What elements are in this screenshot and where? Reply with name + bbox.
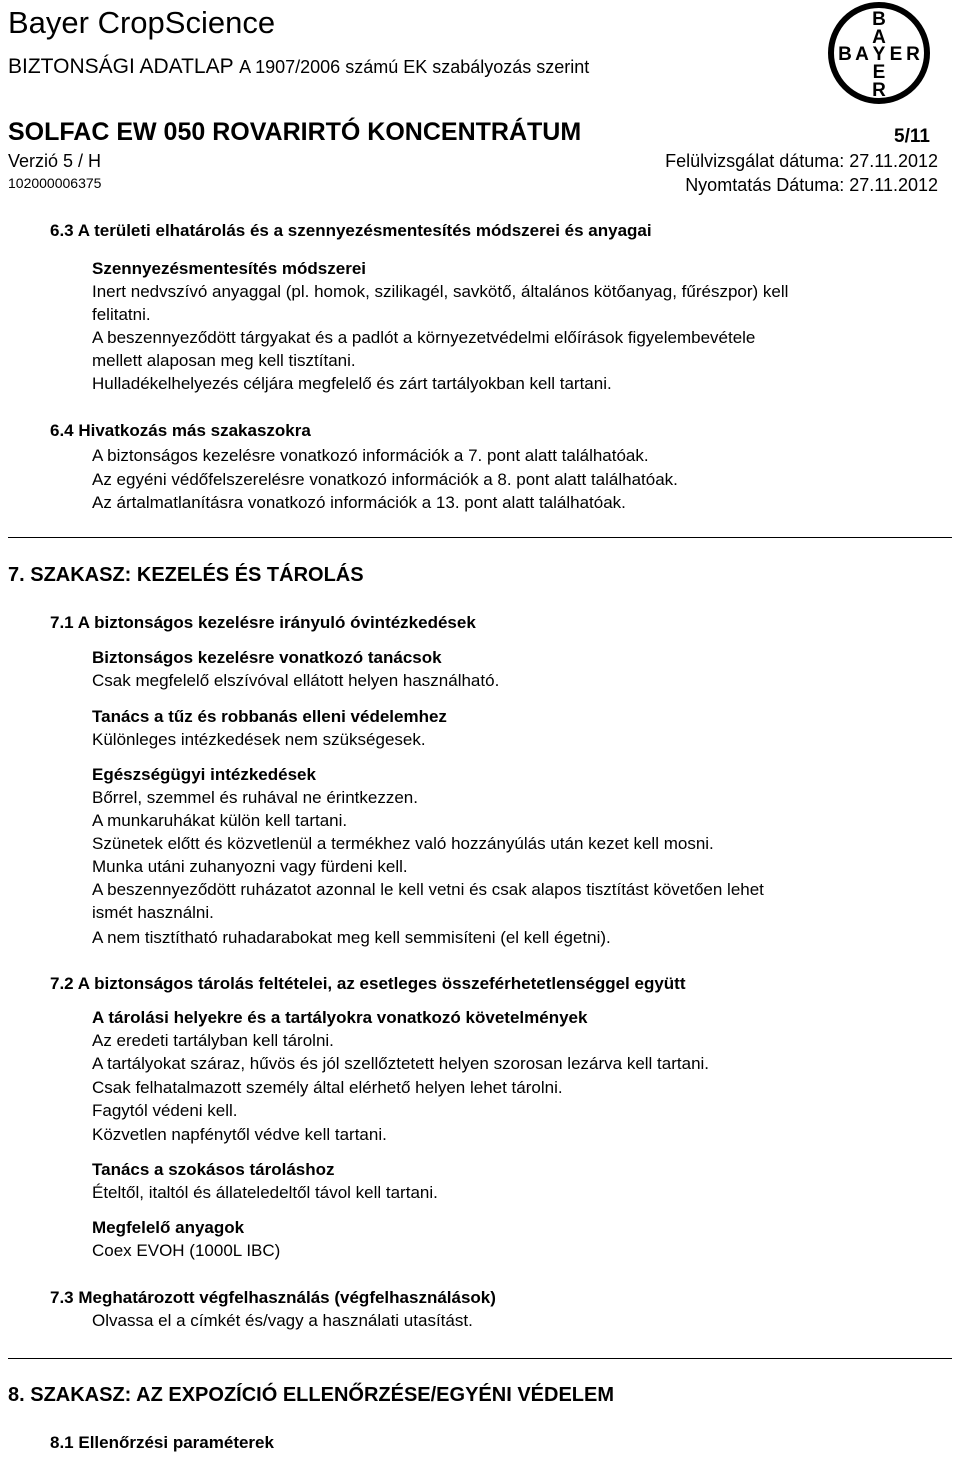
section-6-3-line: Hulladékelhelyezés céljára megfelelő és zárt tartályokban kell tartani. [92, 374, 612, 393]
section-6-4-line: A biztonságos kezelésre vonatkozó információk a 7. pont alatt találhatóak. [92, 446, 649, 465]
section-7-heading: 7. SZAKASZ: KEZELÉS ÉS TÁROLÁS [8, 564, 364, 586]
hygiene-line: A beszennyeződött ruházatot azonnal le kell vetni és csak alapos tisztítást követően lehet [92, 880, 764, 899]
svg-text:A: A [872, 27, 886, 48]
fire-protection-line: Különleges intézkedések nem szükségesek. [92, 730, 426, 749]
section-7-3-line: Olvassa el a címkét és/vagy a használati utasítást. [92, 1311, 473, 1330]
svg-text:R: R [906, 44, 920, 65]
safe-handling-line: Csak megfelelő elszívóval ellátott helyen használható. [92, 671, 500, 690]
section-6-3-line: Inert nedvszívó anyaggal (pl. homok, szilikagél, savkötő, általános kötőanyag, fűrészpor) kell [92, 282, 789, 301]
section-7-2-heading: 7.2 A biztonságos tárolás feltételei, az esetleges összeférhetetlenséggel együtt [50, 974, 686, 993]
svg-text:R: R [872, 80, 886, 101]
hygiene-measures-title: Egészségügyi intézkedések [92, 765, 316, 784]
section-6-3-line: mellett alaposan meg kell tisztítani. [92, 351, 356, 370]
material-number: 102000006375 [8, 175, 102, 191]
svg-text:E: E [872, 62, 886, 83]
bayer-logo [826, 0, 932, 106]
section-6-3-line: felitatni. [92, 305, 151, 324]
section-divider [8, 1358, 952, 1359]
revision-date: Felülvizsgálat dátuma: 27.11.2012 [665, 151, 938, 171]
suitable-materials-title: Megfelelő anyagok [92, 1218, 245, 1237]
storage-requirement-line: Csak felhatalmazott személy által elérhető helyen lehet tárolni. [92, 1078, 563, 1097]
section-7-1-heading: 7.1 A biztonságos kezelésre irányuló óvintézkedések [50, 613, 476, 632]
common-storage-line: Ételtől, italtól és állateledeltől távol kell tartani. [92, 1183, 438, 1202]
section-6-4-line: Az ártalmatlanításra vonatkozó információk a 13. pont alatt találhatóak. [92, 493, 626, 512]
section-divider [8, 537, 952, 538]
version-label: Verzió 5 / H [8, 151, 102, 171]
svg-text:B: B [872, 9, 886, 30]
section-6-4-line: Az egyéni védőfelszerelésre vonatkozó információk a 8. pont alatt találhatóak. [92, 470, 678, 489]
hygiene-line: Szünetek előtt és közvetlenül a termékhez való hozzányúlás után kezet kell mosni. [92, 834, 714, 853]
hygiene-line: Bőrrel, szemmel és ruhával ne érintkezzen. [92, 788, 418, 807]
print-date: Nyomtatás Dátuma: 27.11.2012 [685, 175, 938, 195]
storage-requirement-line: Közvetlen napfénytől védve kell tartani. [92, 1125, 387, 1144]
hygiene-line: A munkaruhákat külön kell tartani. [92, 811, 348, 830]
section-6-3-line: A beszennyeződött tárgyakat és a padlót a környezetvédelmi előírások figyelembevétele [92, 328, 756, 347]
page-number: 5/11 [894, 126, 930, 147]
storage-requirement-line: Fagytól védeni kell. [92, 1101, 238, 1120]
svg-text:Y: Y [872, 44, 886, 65]
hygiene-line: A nem tisztítható ruhadarabokat meg kell semmisíteni (el kell égetni). [92, 928, 611, 947]
fire-protection-title: Tanács a tűz és robbanás elleni védelemhez [92, 707, 447, 726]
svg-text:E: E [889, 44, 903, 65]
document-title [8, 54, 589, 80]
product-name: SOLFAC EW 050 ROVARIRTÓ KONCENTRÁTUM [8, 118, 582, 146]
sds-title: BIZTONSÁGI ADATLAP [8, 55, 234, 78]
section-8-1-heading: 8.1 Ellenőrzési paraméterek [50, 1433, 274, 1452]
section-8-heading: 8. SZAKASZ: AZ EXPOZÍCIÓ ELLENŐRZÉSE/EGYÉNI VÉDELEM [8, 1384, 614, 1406]
svg-text:A: A [855, 44, 869, 65]
storage-requirement-line: Az eredeti tartályban kell tárolni. [92, 1031, 334, 1050]
svg-text:B: B [838, 44, 852, 65]
regulation-reference: A 1907/2006 számú EK szabályozás szerint [239, 57, 590, 77]
decontamination-methods-title: Szennyezésmentesítés módszerei [92, 259, 367, 278]
storage-requirement-line: A tartályokat száraz, hűvös és jól szellőztetett helyen szorosan lezárva kell tartani. [92, 1054, 710, 1073]
storage-requirements-title: A tárolási helyekre és a tartályokra vonatkozó követelmények [92, 1008, 588, 1027]
section-6-4-heading: 6.4 Hivatkozás más szakaszokra [50, 421, 311, 440]
company-name: Bayer CropScience [8, 5, 276, 40]
section-6-3-heading: 6.3 A területi elhatárolás és a szennyezésmentesítés módszerei és anyagai [50, 221, 652, 240]
section-7-3-heading: 7.3 Meghatározott végfelhasználás (végfelhasználások) [50, 1288, 496, 1307]
safe-handling-title: Biztonságos kezelésre vonatkozó tanácsok [92, 648, 442, 667]
common-storage-title: Tanács a szokásos tároláshoz [92, 1160, 335, 1179]
hygiene-line: Munka utáni zuhanyozni vagy fürdeni kell. [92, 857, 408, 876]
suitable-materials-line: Coex EVOH (1000L IBC) [92, 1241, 281, 1260]
hygiene-line: ismét használni. [92, 903, 214, 922]
